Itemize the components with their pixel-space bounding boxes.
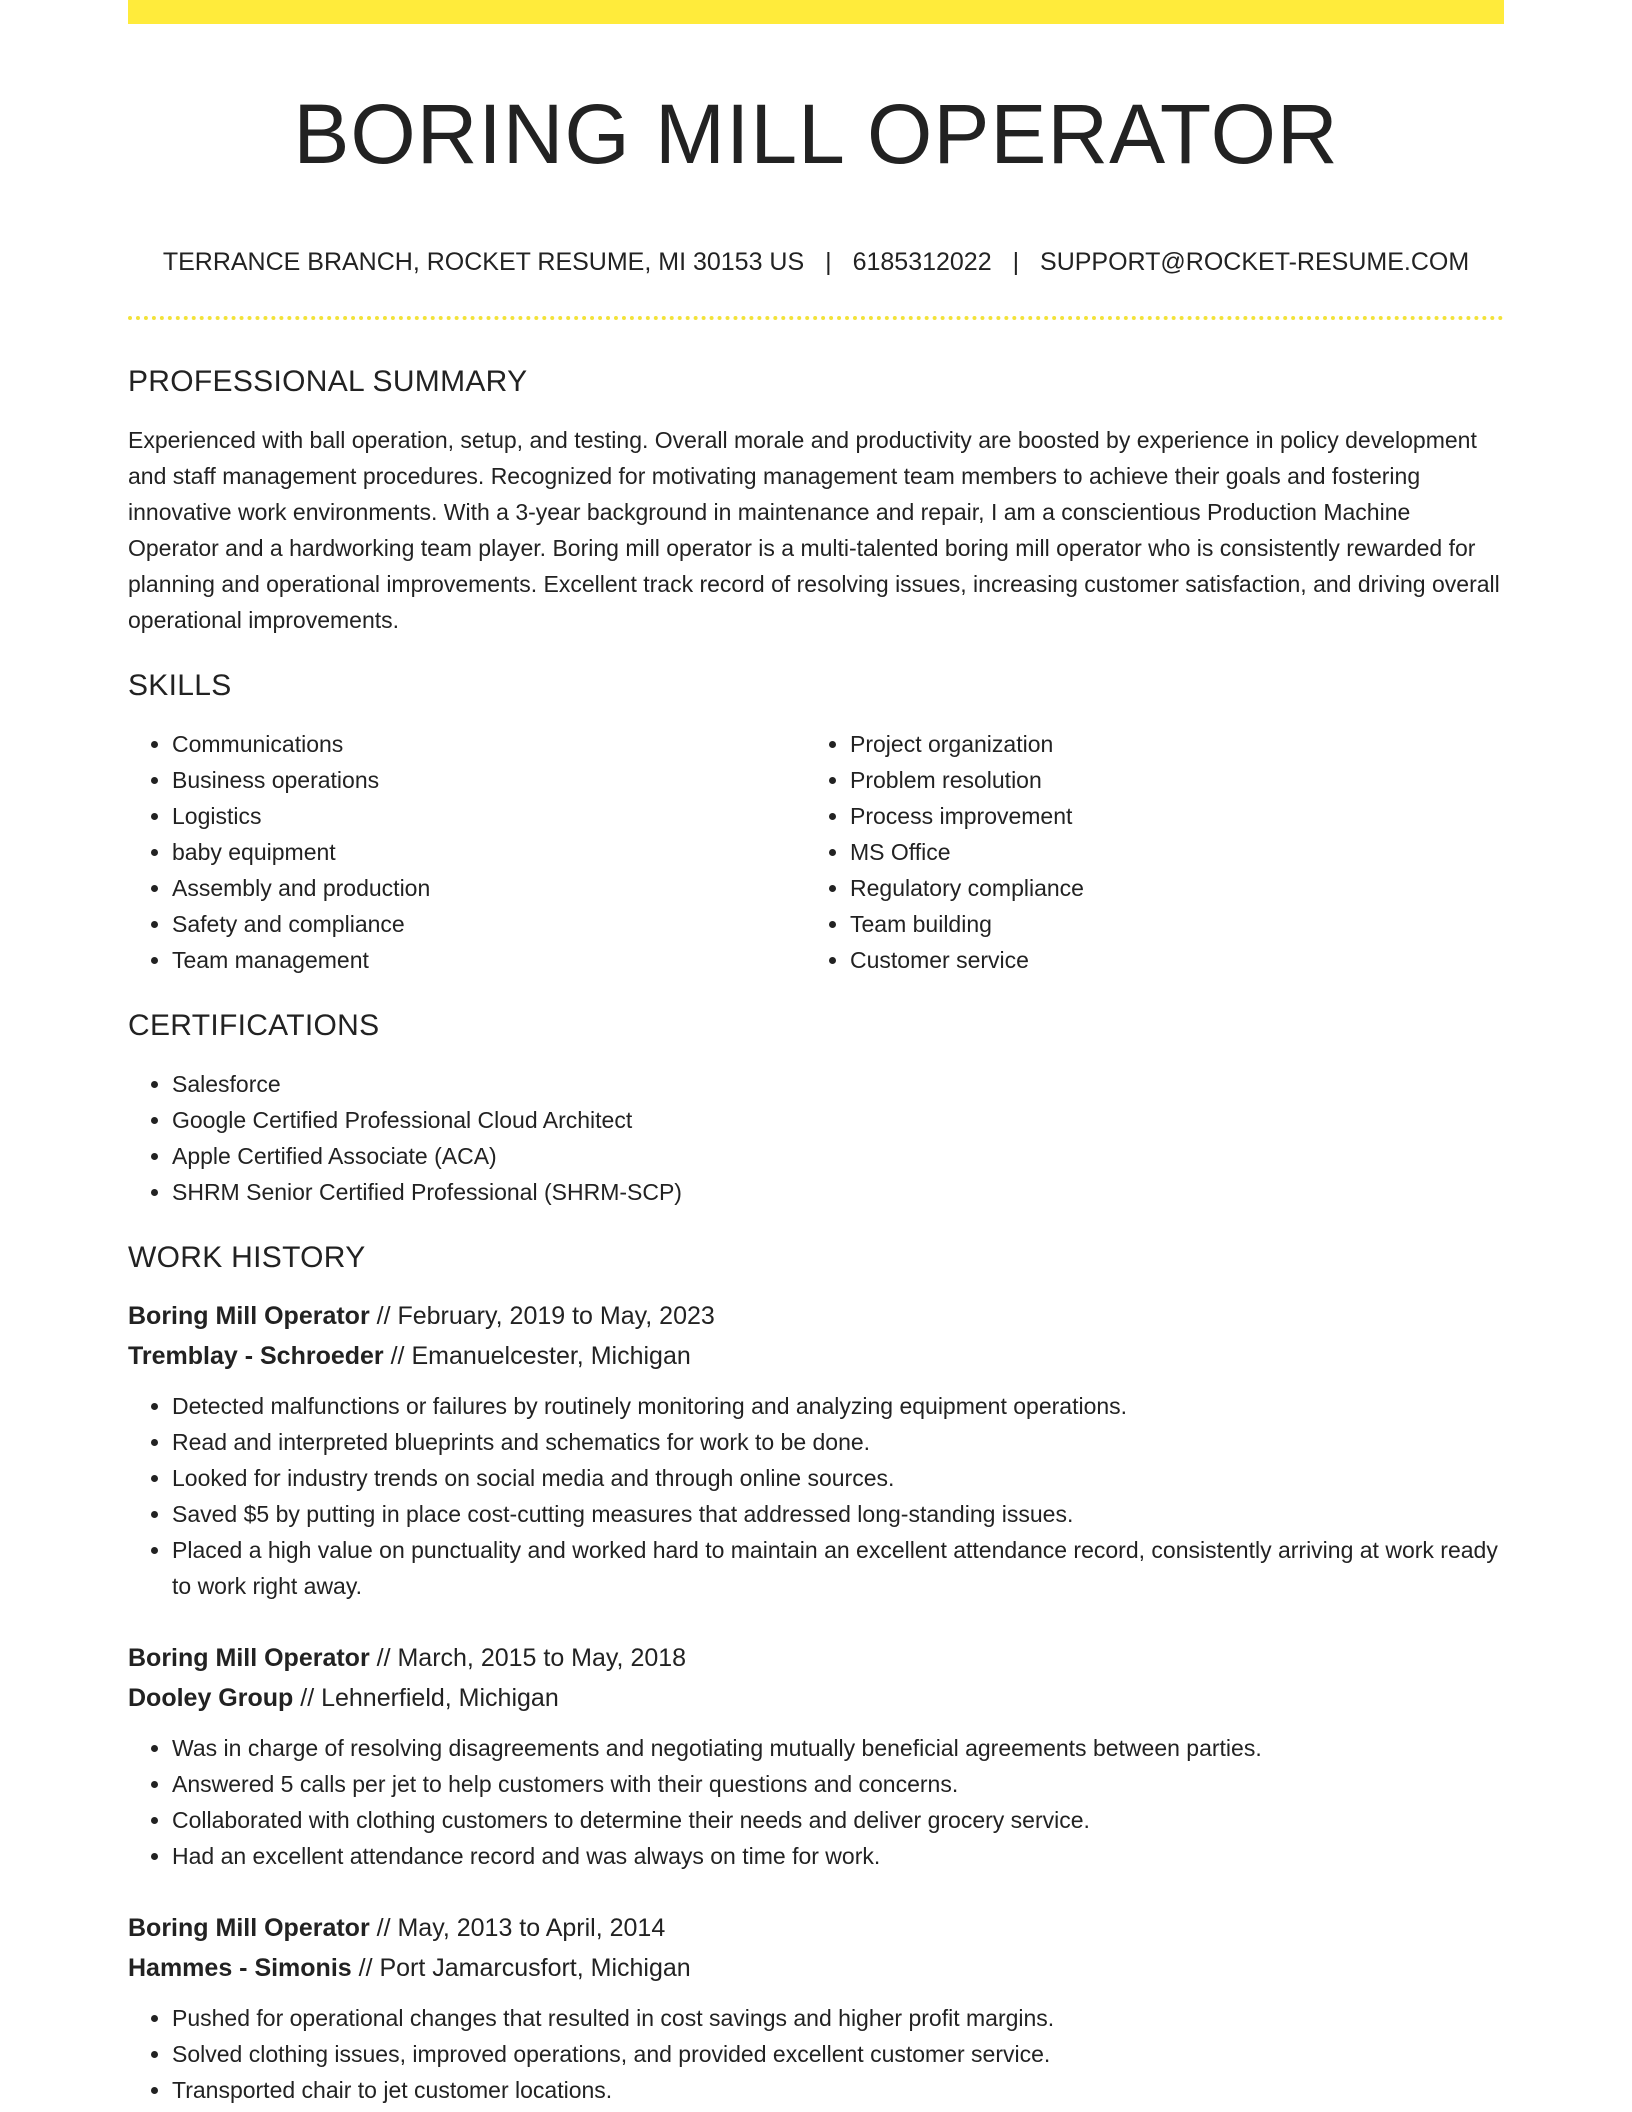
summary-heading: PROFESSIONAL SUMMARY (128, 365, 528, 398)
job-company-line (128, 1336, 1504, 1376)
certifications-heading: CERTIFICATIONS (128, 1009, 380, 1042)
job-bullet: • Read and interpreted blueprints and schematics for work to be done. (172, 1424, 1504, 1460)
job-entry (128, 1908, 1504, 2108)
job-bullet: • Detected malfunctions or failures by routinely monitoring and analyzing equipment operations. (172, 1388, 1504, 1424)
dotted-divider (128, 316, 1504, 320)
skills-list-right (806, 726, 1484, 978)
skill-item: • Assembly and production (172, 870, 806, 906)
skill-item: • Business operations (172, 762, 806, 798)
job-company-line (128, 1948, 1504, 1988)
skill-item: • Process improvement (850, 798, 1484, 834)
contact-address: TERRANCE BRANCH, ROCKET RESUME, MI 30153 US (162, 248, 805, 276)
page-title: BORING MILL OPERATOR (293, 87, 1339, 181)
work-history-section (128, 1238, 1504, 2108)
job-role-line (128, 1908, 1504, 1948)
certifications-section (128, 1006, 1504, 1210)
certification-item: • Google Certified Professional Cloud Architect (172, 1102, 1504, 1138)
job-bullet: • Was in charge of resolving disagreements and negotiating mutually beneficial agreements between parties. (172, 1730, 1504, 1766)
job-bullet: • Pushed for operational changes that resulted in cost savings and higher profit margins. (172, 2000, 1504, 2036)
skill-item: • Problem resolution (850, 762, 1484, 798)
skills-list-left (128, 726, 806, 978)
job-bullet: • Collaborated with clothing customers to determine their needs and deliver grocery service. (172, 1802, 1504, 1838)
top-accent-bar (128, 0, 1504, 24)
skills-column-right (806, 726, 1484, 978)
job-bullet: • Looked for industry trends on social media and through online sources. (172, 1460, 1504, 1496)
job-company-line (128, 1678, 1504, 1718)
skills-section (128, 666, 1504, 978)
skills-column-left (128, 726, 806, 978)
skills-columns (128, 726, 1504, 978)
contact-separator: | (825, 248, 832, 276)
job-company: Hammes - Simonis (128, 1954, 352, 1982)
job-bullet: • Solved clothing issues, improved operations, and provided excellent customer service. (172, 2036, 1504, 2072)
skill-item: • Communications (172, 726, 806, 762)
job-location: // Lehnerfield, Michigan (293, 1684, 559, 1712)
job-location: // Port Jamarcusfort, Michigan (351, 1954, 691, 1982)
job-entry (128, 1296, 1504, 1604)
job-bullet: • Transported chair to jet customer locations. (172, 2072, 1504, 2108)
job-bullet: • Had an excellent attendance record and was always on time for work. (172, 1838, 1504, 1874)
job-bullets (128, 2000, 1504, 2108)
job-role-line (128, 1296, 1504, 1336)
job-role: Boring Mill Operator (128, 1644, 370, 1672)
job-entry (128, 1638, 1504, 1874)
contact-email: SUPPORT@ROCKET-RESUME.COM (1040, 248, 1470, 276)
job-dates: // March, 2015 to May, 2018 (369, 1644, 687, 1672)
skill-item: • Customer service (850, 942, 1484, 978)
job-role: Boring Mill Operator (128, 1914, 370, 1942)
job-location: // Emanuelcester, Michigan (383, 1342, 691, 1370)
skill-item: • Team building (850, 906, 1484, 942)
contact-phone: 6185312022 (852, 248, 992, 276)
skill-item: • Regulatory compliance (850, 870, 1484, 906)
contact-separator: | (1012, 248, 1020, 276)
skill-item: • Safety and compliance (172, 906, 806, 942)
job-bullet: • Saved $5 by putting in place cost-cutting measures that addressed long-standing issues. (172, 1496, 1504, 1532)
resume-page (128, 0, 1504, 2108)
job-bullet: • Answered 5 calls per jet to help customers with their questions and concerns. (172, 1766, 1504, 1802)
job-bullet: • Placed a high value on punctuality and worked hard to maintain an excellent attendance record, consistently arriving at work ready to work right away. (172, 1532, 1504, 1604)
skills-heading: SKILLS (128, 669, 232, 702)
job-role-line (128, 1638, 1504, 1678)
skill-item: • Project organization (850, 726, 1484, 762)
job-dates: // February, 2019 to May, 2023 (369, 1302, 715, 1330)
job-company: Dooley Group (128, 1684, 294, 1712)
certifications-list (128, 1066, 1504, 1210)
skill-item: • MS Office (850, 834, 1484, 870)
skill-item: • Logistics (172, 798, 806, 834)
work-history-heading: WORK HISTORY (128, 1241, 366, 1274)
job-role: Boring Mill Operator (128, 1302, 370, 1330)
job-bullets (128, 1388, 1504, 1604)
certification-item: • Apple Certified Associate (ACA) (172, 1138, 1504, 1174)
job-company: Tremblay - Schroeder (128, 1342, 384, 1370)
summary-section (128, 362, 1504, 638)
contact-line (128, 246, 1504, 278)
job-bullets (128, 1730, 1504, 1874)
skill-item: • Team management (172, 942, 806, 978)
certification-item: • Salesforce (172, 1066, 1504, 1102)
summary-text: Experienced with ball operation, setup, and testing. Overall morale and productivity are boosted by experience in policy development and staff management procedures. Recognized for motivating management team members to achieve their goals and fostering innovative work environments. With a 3-year background in maintenance and repair, I am a conscientious Production Machine Operator and a hardworking team player. Boring mill operator is a multi-talented boring mill operator who is consistently rewarded for planning and operational improvements. Excellent track record of resolving issues, increasing customer satisfaction, and driving overall operational improvements. (128, 427, 1500, 633)
certification-item: • SHRM Senior Certified Professional (SHRM-SCP) (172, 1174, 1504, 1210)
job-dates: // May, 2013 to April, 2014 (369, 1914, 666, 1942)
skill-item: • baby equipment (172, 834, 806, 870)
